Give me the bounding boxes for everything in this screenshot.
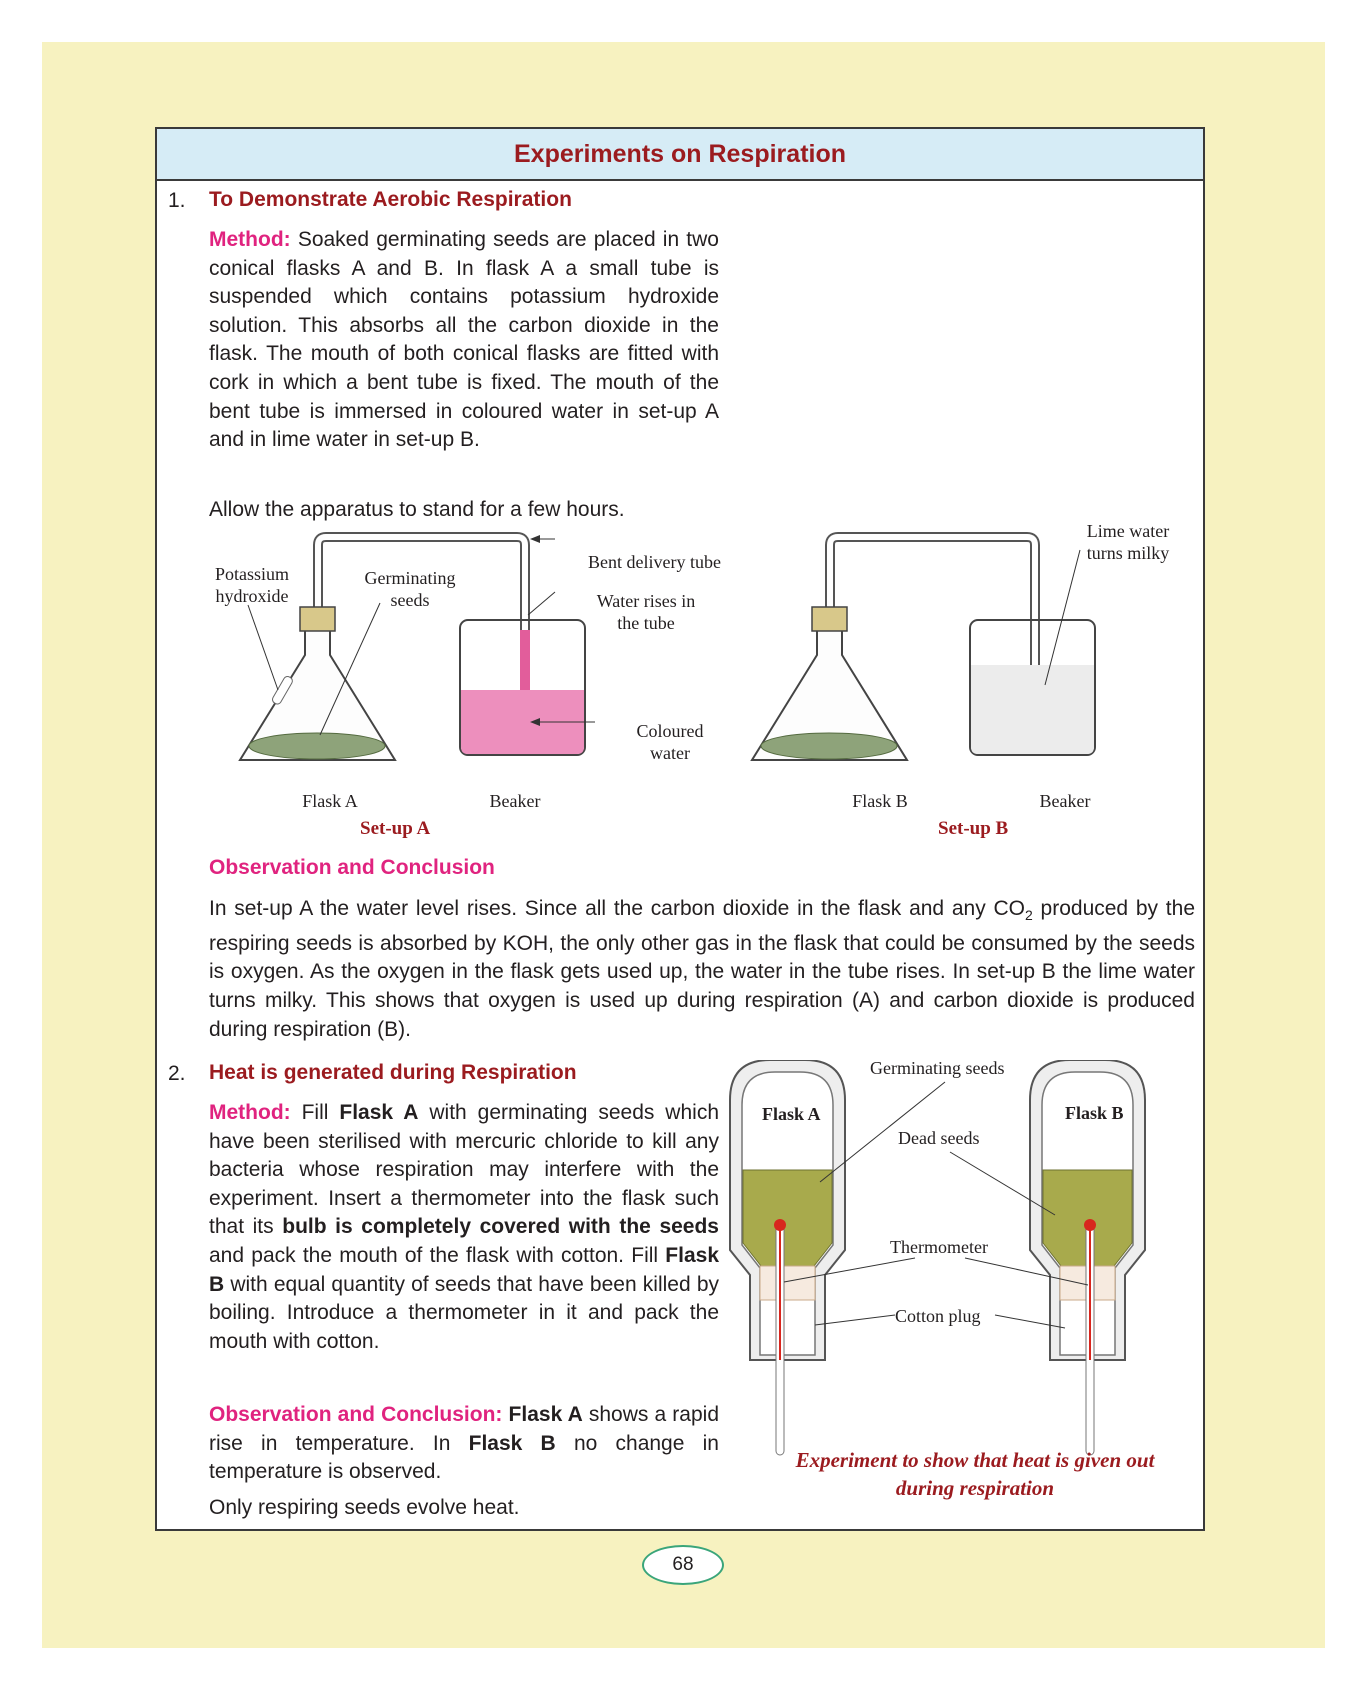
label-germinating-seeds: Germinating seeds — [364, 568, 456, 610]
obs-heading: Observation and Conclusion — [209, 856, 495, 879]
cork-b — [812, 607, 847, 631]
label-flask-b: Flask B — [852, 791, 908, 811]
section-1-number: 1. — [168, 189, 186, 212]
label-cotton-plug: Cotton plug — [895, 1306, 981, 1326]
label-germinating-seeds-2: Germinating seeds — [870, 1058, 1005, 1078]
seeds-b — [761, 733, 897, 759]
setup-a-caption: Set-up A — [360, 818, 431, 839]
germinating-seeds-fill — [743, 1170, 832, 1266]
section-2-heading: Heat is generated during Respiration — [209, 1061, 577, 1084]
label-dead-seeds: Dead seeds — [898, 1128, 980, 1148]
obs-text: In set-up A the water level rises. Since all the carbon dioxide in the flask and any $CO_2$ produced by the respiring seeds is absorbed by KOH, the only other gas in the flask that could be consumed by the seeds is oxygen. As the oxygen in the flask gets used up, the water in the tube rises. In set-up B the lime water turns milky. This shows that oxygen is used up during respiration (A) and carbon dioxide is produced during respiration (B). — [209, 897, 1196, 1041]
section-2-method: Method: Fill Flask A with germinating seeds which have been sterilised with mercuric chloride to kill any bacteria whose respiration may interfere with the experiment. Insert a thermometer into the flask such that its bulb is completely covered with the seeds and pack the mouth of the flask with cotton. Fill Flask B with equal quantity of seeds that have been killed by boiling. Introduce a thermometer in it and pack the mouth with cotton. — [209, 1101, 719, 1353]
label-flask-a: Flask A — [302, 791, 358, 811]
label-thermometer: Thermometer — [890, 1237, 988, 1257]
thermos-label-flask-b: Flask B — [1065, 1103, 1124, 1123]
section-2-observation: Observation and Conclusion: Flask A shows a rapid rise in temperature. In Flask B no change in temperature is observed. — [209, 1403, 719, 1484]
label-lime-water: Lime water turns milky — [1086, 521, 1170, 563]
section-2-number: 2. — [168, 1062, 186, 1085]
label-beaker-a: Beaker — [489, 791, 541, 811]
label-coloured-water: Coloured water — [636, 721, 704, 763]
allow-text: Allow the apparatus to stand for a few hours. — [209, 498, 625, 521]
title-bar — [157, 129, 1203, 181]
setup-b-caption: Set-up B — [938, 818, 1009, 839]
thermos-label-flask-a: Flask A — [762, 1104, 821, 1124]
label-beaker-b: Beaker — [1039, 791, 1091, 811]
method-label: Method: — [209, 228, 291, 251]
figure-caption: Experiment to show that heat is given out during respiration — [795, 1448, 1155, 1500]
label-bent-delivery-tube: Bent delivery tube — [588, 552, 721, 572]
label-water-rises: Water rises in the tube — [596, 591, 696, 633]
page-title: Experiments on Respiration — [513, 139, 847, 168]
seeds-a — [249, 733, 385, 759]
page-number: 68 — [642, 1545, 724, 1585]
lime-water — [971, 665, 1094, 754]
section-1-method — [209, 226, 719, 455]
final-text: Only respiring seeds evolve heat. — [209, 1496, 520, 1519]
cotton-plug-a — [760, 1266, 815, 1300]
section-1-heading: To Demonstrate Aerobic Respiration — [209, 188, 572, 211]
method-text: Soaked germinating seeds are placed in two conical flasks A and B. In flask A a small tube is suspended which contains potassium hydroxide solution. This absorbs all the carbon dioxide in the flask. The mouth of both conical flasks are fitted with cork in which a bent tube is fixed. The mouth of the bent tube is immersed in coloured water in set-up A and in lime water in set-up B. — [209, 228, 719, 452]
label-potassium-hydroxide: Potassium hydroxide — [214, 564, 289, 606]
cork-a — [300, 607, 335, 631]
